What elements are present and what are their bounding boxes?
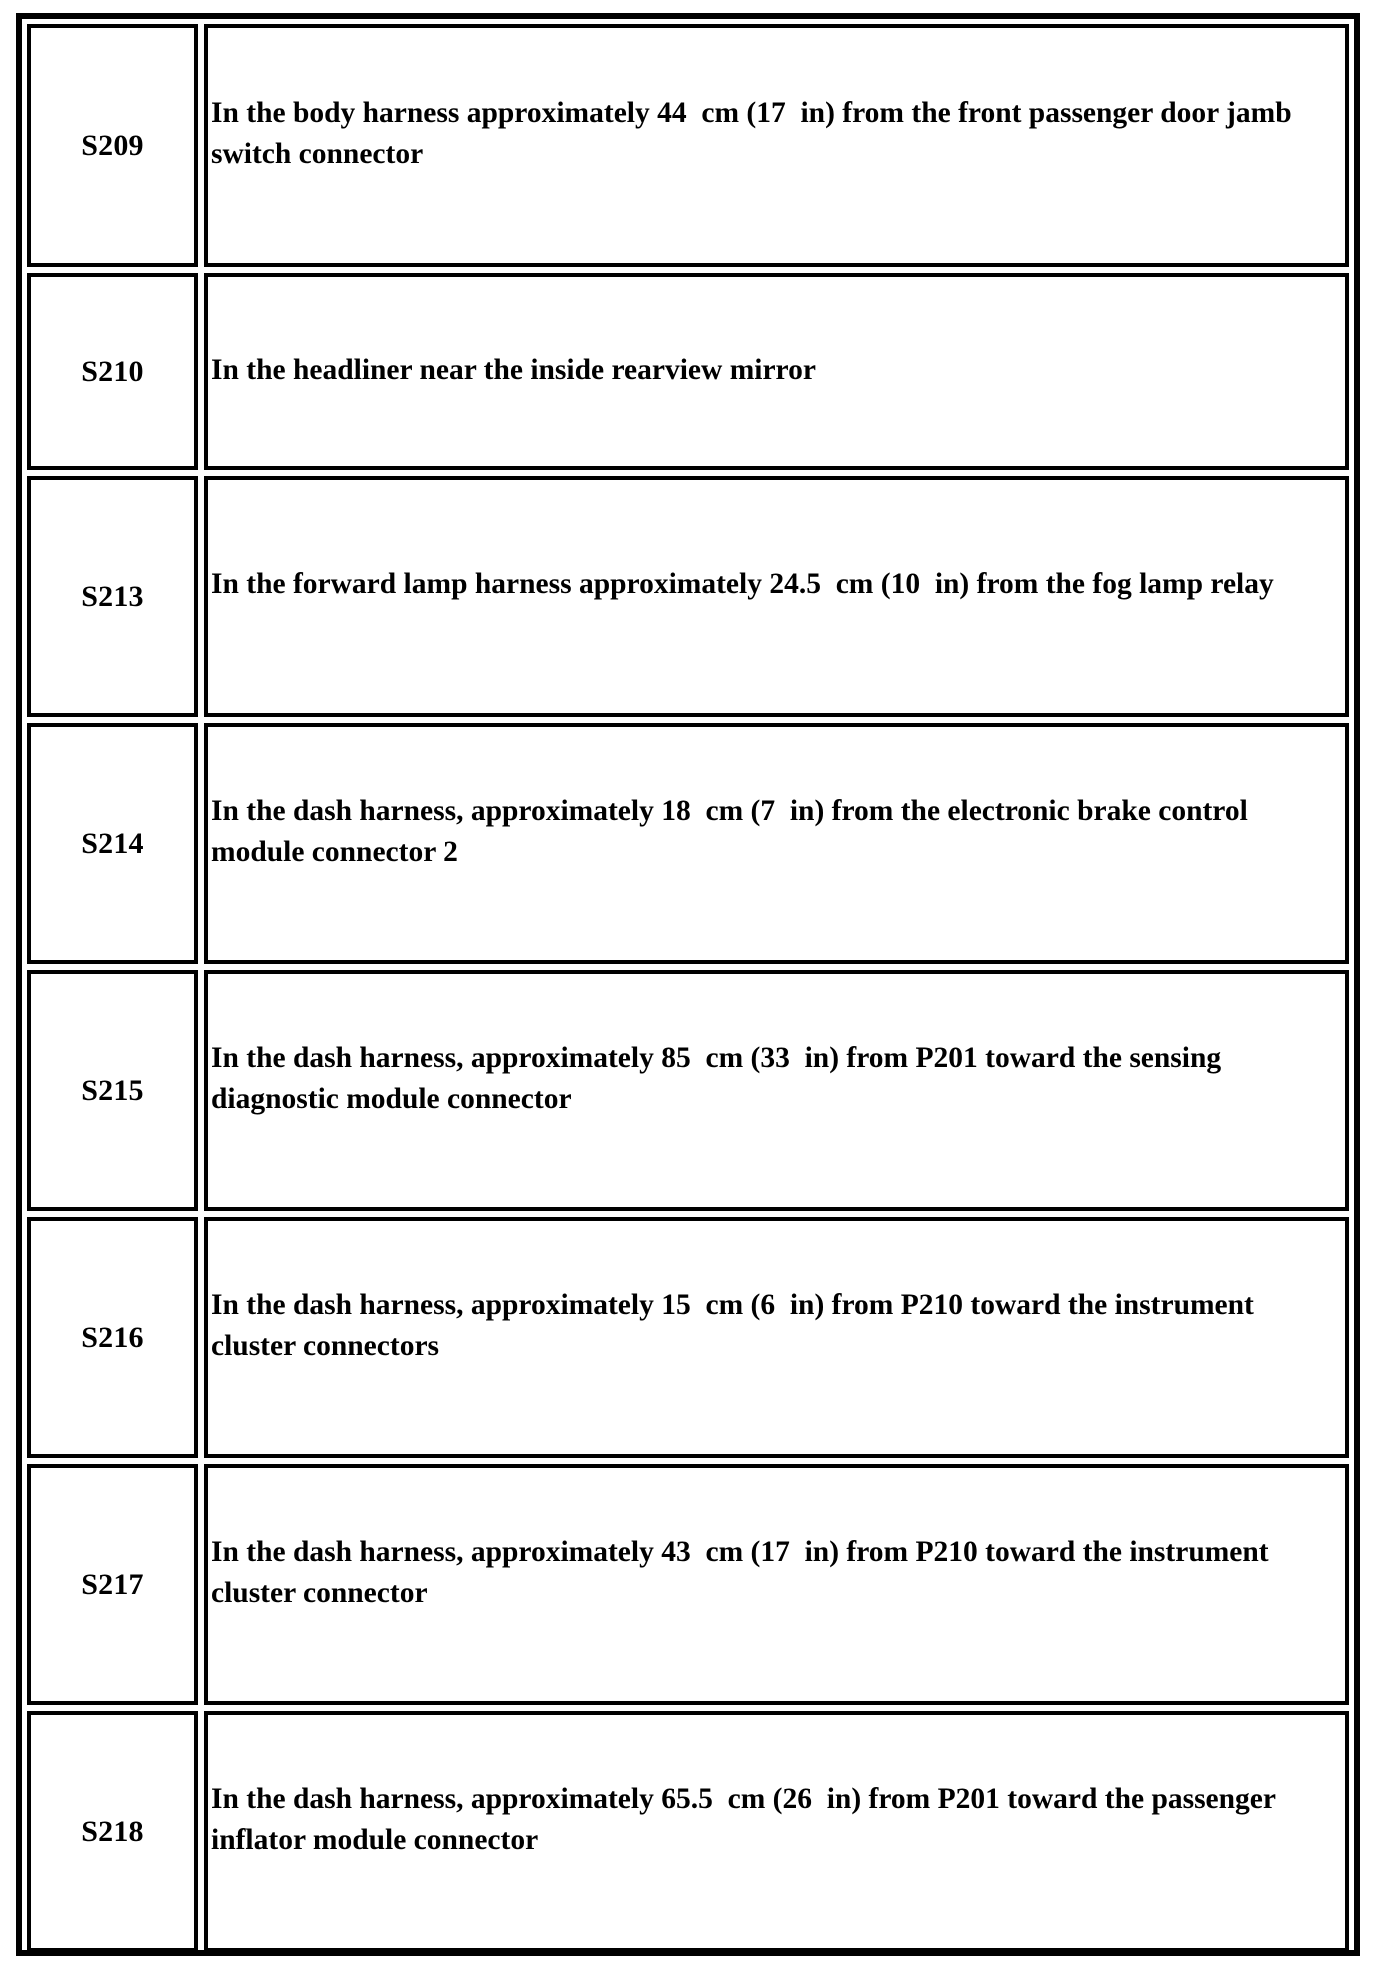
splice-location-text: In the dash harness, approximately 65.5 cm (26 in) from P201 toward the passenger inflator module connector: [211, 1782, 1283, 1856]
table-row: [27, 24, 1349, 267]
splice-location-table: [16, 13, 1360, 1956]
splice-location-cell: [204, 1464, 1349, 1705]
splice-location-text: In the dash harness, approximately 85 cm (33 in) from P201 toward the sensing diagnostic module connector: [211, 1041, 1229, 1115]
splice-location-text: In the forward lamp harness approximately 24.5 cm (10 in) from the fog lamp relay: [211, 568, 1274, 600]
splice-code-cell: [27, 476, 198, 717]
splice-code: S214: [81, 826, 144, 860]
splice-code: S213: [81, 579, 144, 613]
splice-code: S216: [81, 1320, 144, 1354]
splice-location-cell: [204, 970, 1349, 1211]
splice-code: S217: [81, 1567, 144, 1601]
table-row: [27, 1464, 1349, 1705]
splice-code-cell: [27, 1464, 198, 1705]
splice-code: S210: [81, 354, 144, 388]
table-row: [27, 723, 1349, 964]
splice-code-cell: [27, 1711, 198, 1952]
splice-location-cell: [204, 476, 1349, 717]
splice-code-cell: [27, 970, 198, 1211]
splice-location-cell: [204, 1217, 1349, 1458]
table-row: [27, 1217, 1349, 1458]
splice-location-text: In the dash harness, approximately 15 cm (6 in) from P210 toward the instrument cluster connectors: [211, 1288, 1262, 1362]
splice-code-cell: [27, 24, 198, 267]
splice-location-cell: [204, 1711, 1349, 1952]
splice-code: S209: [81, 128, 144, 162]
splice-location-text: In the body harness approximately 44 cm (17 in) from the front passenger door jamb switch connector: [211, 96, 1299, 170]
table-row: [27, 970, 1349, 1211]
splice-location-cell: [204, 723, 1349, 964]
splice-location-cell: [204, 273, 1349, 470]
table-body: [27, 24, 1349, 1945]
splice-location-text: In the dash harness, approximately 43 cm (17 in) from P210 toward the instrument cluster connector: [211, 1535, 1276, 1609]
splice-location-text: In the dash harness, approximately 18 cm (7 in) from the electronic brake control module connector 2: [211, 794, 1256, 868]
splice-code: S218: [81, 1814, 144, 1848]
table-row: [27, 1711, 1349, 1952]
splice-location-cell: [204, 24, 1349, 267]
splice-code: S215: [81, 1073, 144, 1107]
splice-location-text: In the headliner near the inside rearview mirror: [211, 354, 816, 386]
splice-code-cell: [27, 723, 198, 964]
table-row: [27, 476, 1349, 717]
table-row: [27, 273, 1349, 470]
splice-code-cell: [27, 273, 198, 470]
splice-code-cell: [27, 1217, 198, 1458]
